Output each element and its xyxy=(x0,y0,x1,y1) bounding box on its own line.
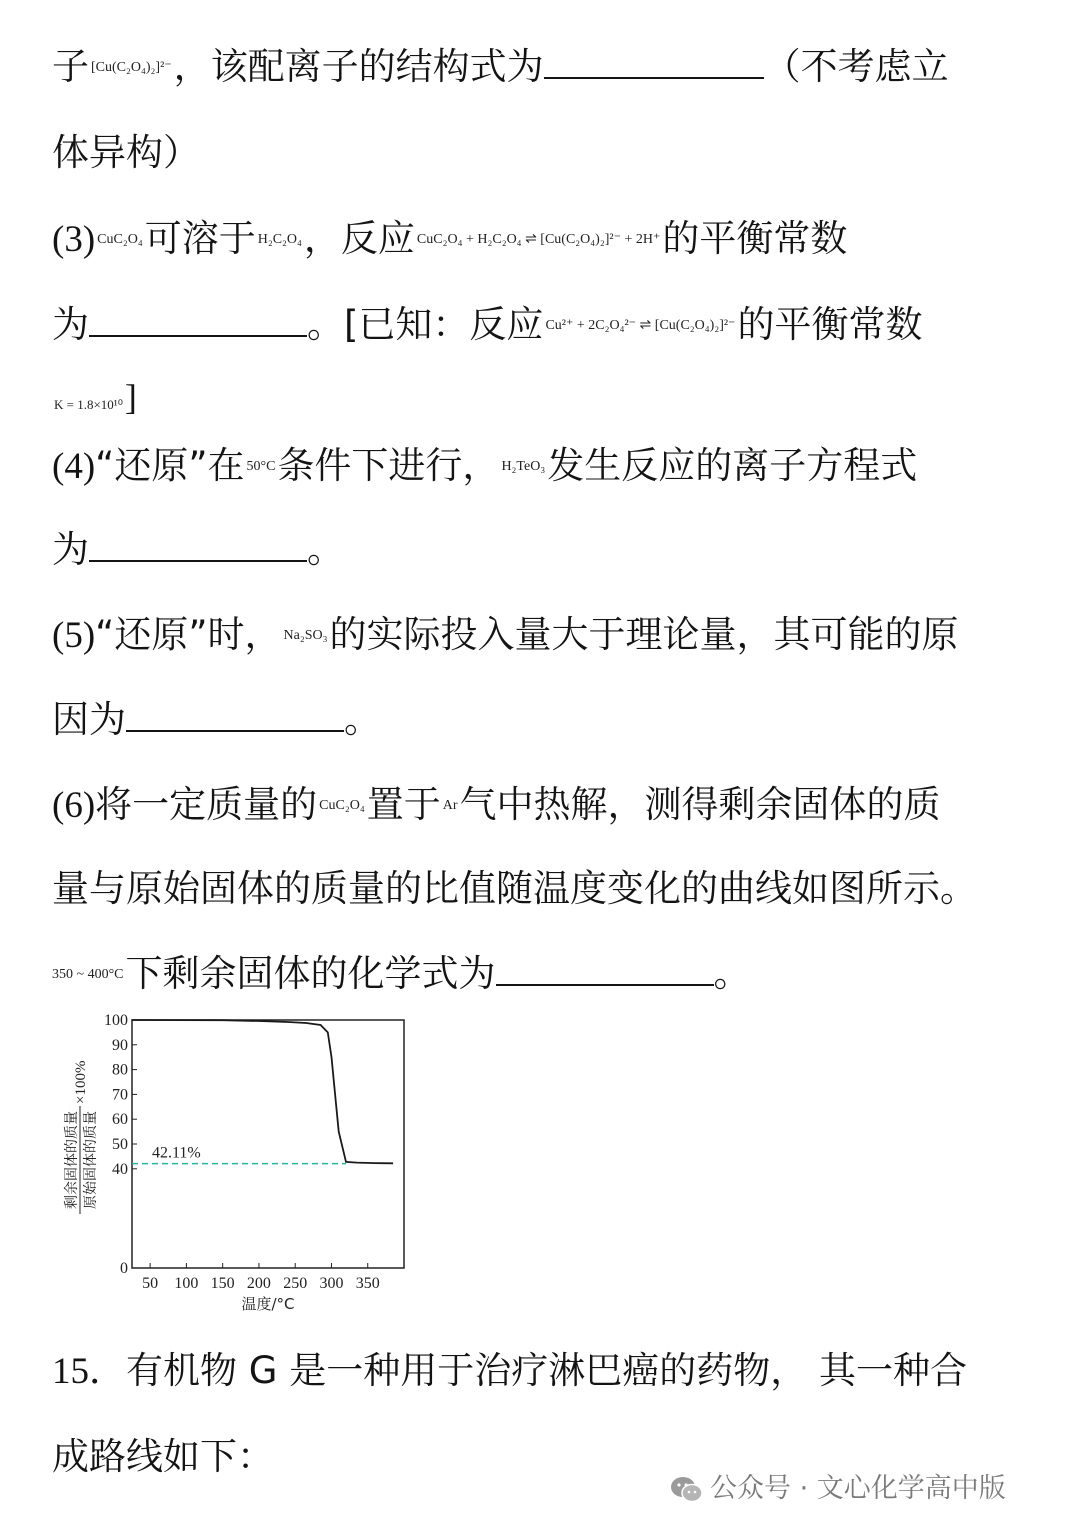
q14-line1 xyxy=(52,45,949,88)
text: 。 xyxy=(713,952,751,995)
formula: CuC₂O₄ xyxy=(97,232,143,247)
answer-blank[interactable] xyxy=(89,532,307,562)
formula: 50°C xyxy=(246,459,276,474)
text: 的平衡常数 xyxy=(737,303,923,346)
text: 有机物 G 是一种用于治疗淋巴癌的药物， 其一种合 xyxy=(126,1349,967,1392)
data-series-line xyxy=(132,1020,393,1163)
formula: H₂C₂O₄ xyxy=(257,232,302,247)
x-tick-label: 350 xyxy=(355,1275,380,1292)
q14-line2 xyxy=(52,131,200,174)
formula-reaction: Cu²⁺ + 2C₂O₄²⁻ ⇌ [Cu(C₂O₄)₂]²⁻ xyxy=(545,318,736,333)
y-tick-label: 60 xyxy=(112,1111,128,1129)
q14-part3-line2 xyxy=(52,303,923,346)
x-tick-label: 150 xyxy=(210,1275,235,1292)
text: 的平衡常数 xyxy=(662,217,848,260)
text: 将一定质量的 xyxy=(95,783,318,826)
text: 发生反应的离子方程式 xyxy=(547,444,918,487)
answer-blank[interactable] xyxy=(89,307,307,337)
part-number: (6) xyxy=(52,785,96,826)
q14-part6-line2 xyxy=(52,867,977,910)
q14-part4-line2 xyxy=(52,528,344,571)
text: 置于 xyxy=(366,783,441,826)
q14-part6-line3 xyxy=(52,952,751,995)
x-tick-label: 250 xyxy=(283,1275,308,1292)
q14-part4-line1 xyxy=(52,444,918,487)
text: （不考虑立 xyxy=(763,45,949,88)
text: 子 xyxy=(52,45,89,88)
text: 条件下进行， xyxy=(277,444,500,487)
text: 成路线如下： xyxy=(52,1435,274,1478)
y-tick-label: 90 xyxy=(112,1036,128,1054)
y-label-suffix: ×100% xyxy=(73,1060,89,1104)
x-axis-label: 温度/°C xyxy=(241,1295,295,1313)
y-tick-label: 70 xyxy=(112,1086,128,1104)
x-tick-label: 300 xyxy=(319,1275,344,1292)
y-tick-label: 0 xyxy=(120,1260,128,1277)
q14-part5-line2 xyxy=(52,698,381,741)
formula: H₂TeO₃ xyxy=(501,459,546,474)
text: 可溶于 xyxy=(144,217,256,260)
text: ，该配离子的结构式为 xyxy=(173,45,544,88)
part-number: (4) xyxy=(52,446,96,487)
watermark-text: 公众号 · 文心化学高中版 xyxy=(710,1473,1006,1504)
x-tick-label: 200 xyxy=(246,1275,271,1292)
formula-complex: [Cu(C₂O₄)₂]²⁻ xyxy=(91,60,172,75)
text: 量与原始固体的质量的比值随温度变化的曲线如图所示。 xyxy=(52,867,977,910)
formula: Na₂SO₃ xyxy=(283,628,328,643)
formula-k: K = 1.8×10¹⁰ xyxy=(54,397,123,412)
text: 因为 xyxy=(52,698,126,741)
part-number: (3) xyxy=(52,219,96,260)
text: 为 xyxy=(52,528,89,571)
formula-reaction: CuC₂O₄ + H₂C₂O₄ ⇌ [Cu(C₂O₄)₂]²⁻ + 2H⁺ xyxy=(416,232,661,247)
question-number: 15． xyxy=(52,1351,126,1392)
y-tick-label: 40 xyxy=(112,1160,128,1178)
wechat-icon xyxy=(670,1475,704,1505)
text: “还原”时， xyxy=(95,613,282,656)
q14-part5-line1 xyxy=(52,613,959,656)
answer-blank[interactable] xyxy=(126,702,344,732)
formula: Ar xyxy=(442,798,458,813)
y-label-numerator: 剩余固体的质量 xyxy=(64,1111,80,1209)
q14-part3-line1 xyxy=(52,217,848,260)
text: 的实际投入量大于理论量，其可能的原 xyxy=(329,613,959,656)
formula: CuC₂O₄ xyxy=(319,798,365,813)
q14-part3-line3 xyxy=(52,378,137,415)
text: 气中热解，测得剩余固体的质 xyxy=(459,783,941,826)
text: “还原”在 xyxy=(95,444,245,487)
x-tick-label: 100 xyxy=(174,1275,199,1292)
reference-label: 42.11% xyxy=(152,1144,201,1162)
q15-line2 xyxy=(52,1435,274,1478)
q14-part6-line1 xyxy=(52,783,941,826)
text: 为 xyxy=(52,303,89,346)
q15-line1 xyxy=(52,1349,967,1392)
text: 。 xyxy=(307,528,344,571)
bracket: ] xyxy=(124,377,137,417)
y-tick-label: 50 xyxy=(112,1136,128,1153)
text: 下剩余固体的化学式为 xyxy=(125,952,496,995)
x-tick-label: 50 xyxy=(142,1275,159,1292)
y-label-denominator: 原始固体的质量 xyxy=(83,1111,99,1209)
text: ，反应 xyxy=(303,217,415,260)
formula-range: 350 ~ 400°C xyxy=(52,967,124,982)
y-axis-label xyxy=(63,1061,99,1214)
answer-blank[interactable] xyxy=(496,956,714,986)
part-number: (5) xyxy=(52,615,96,656)
text: 。 xyxy=(344,698,381,741)
y-tick-label: 100 xyxy=(104,1012,128,1029)
watermark xyxy=(670,1466,1006,1505)
thermogravimetric-chart xyxy=(48,1012,418,1318)
answer-blank[interactable] xyxy=(544,49,764,79)
text: 。[已知：反应 xyxy=(307,303,544,346)
y-tick-label: 80 xyxy=(112,1061,128,1079)
text: 体异构） xyxy=(52,131,200,174)
